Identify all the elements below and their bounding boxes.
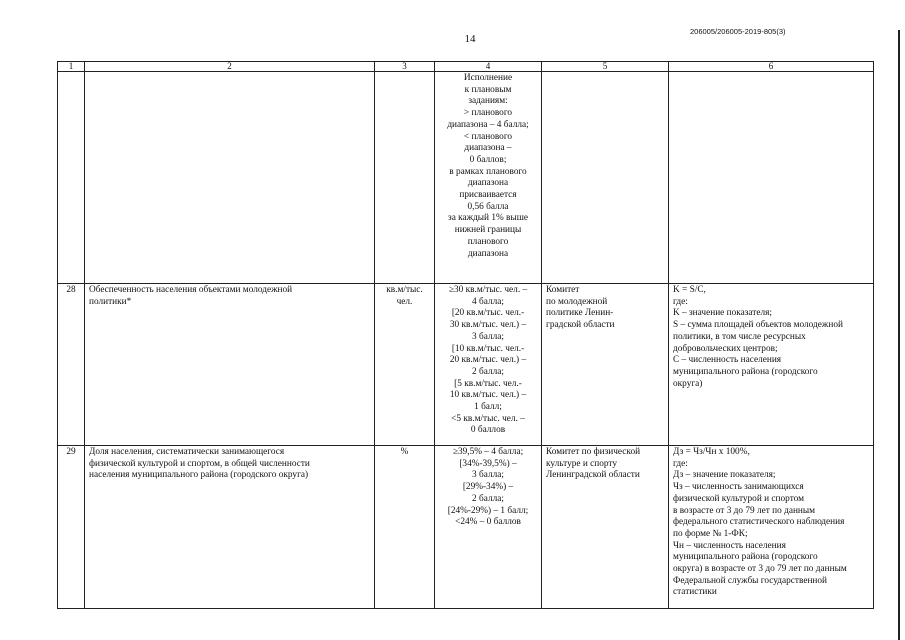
criteria-cell: ≥30 кв.м/тыс. чел. – 4 балла; [20 кв.м/тыс. чел.- 30 кв.м/тыс. чел.) – 3 балла; [10 кв.м/тыс. чел.- 20 кв.м/тыс. чел.) – 2 балла; [5 кв.м/тыс. чел.- 10 кв.м/тыс. чел.) – 1 балл; <5 кв.м/тыс. чел. – 0 баллов [435,284,542,446]
unit-cell: % [375,446,435,609]
document-id: 206005/206005-2019-805(3) [690,27,786,36]
header-cell-5: 5 [542,62,669,72]
row-number: 28 [58,284,85,446]
margin-rule [898,30,900,640]
method-cell: Дз = Чз/Чн x 100%, где: Дз – значение показателя; Чз – численность занимающихся физической культурой и спортом в возрасте от 3 до 79 лет по данным федерального статистического наблюдения по форме № 1-ФК; Чн – численность населения муниципального района (городского округа) в возрасте от 3 до 79 лет по данным Федеральной службы государственной статистики [669,446,874,609]
header-cell-3: 3 [375,62,435,72]
page-number: 14 [464,33,476,45]
unit-cell: кв.м/тыс. чел. [375,284,435,446]
table-row [58,72,874,284]
responsible-cell [542,72,669,284]
indicator-cell [85,72,375,284]
indicator-cell: Доля населения, систематически занимающегося физической культурой и спортом, в общей численности населения муниципального района (городского округа) [85,446,375,609]
table-row [58,446,874,609]
header-cell-4: 4 [435,62,542,72]
criteria-cell: ≥39,5% – 4 балла; [34%-39,5%) – 3 балла; [29%-34%) – 2 балла; [24%-29%) – 1 балл; <24% – 0 баллов [435,446,542,609]
method-cell: K = S/C, где: K – значение показателя; S – сумма площадей объектов молодежной политики, в том числе ресурсных добровольческих центров; C – численность населения муниципального района (городского округа) [669,284,874,446]
table-row [58,284,874,446]
indicator-cell: Обеспеченность населения объектами молодежной политики* [85,284,375,446]
header-cell-1: 1 [58,62,85,72]
row-number [58,72,85,284]
responsible-cell: Комитет по физической культуре и спорту Ленинградской области [542,446,669,609]
header-cell-2: 2 [85,62,375,72]
header-row [58,62,874,72]
method-cell [669,72,874,284]
header-cell-6: 6 [669,62,874,72]
row-number: 29 [58,446,85,609]
responsible-cell: Комитет по молодежной политике Ленин- градской области [542,284,669,446]
unit-cell [375,72,435,284]
criteria-table [57,61,874,609]
criteria-cell: Исполнение к плановым заданиям: > планового диапазона – 4 балла; < планового диапазона – 0 баллов; в рамках планового диапазона присваивается 0,56 балла за каждый 1% выше нижней границы планового диапазона [435,72,542,284]
